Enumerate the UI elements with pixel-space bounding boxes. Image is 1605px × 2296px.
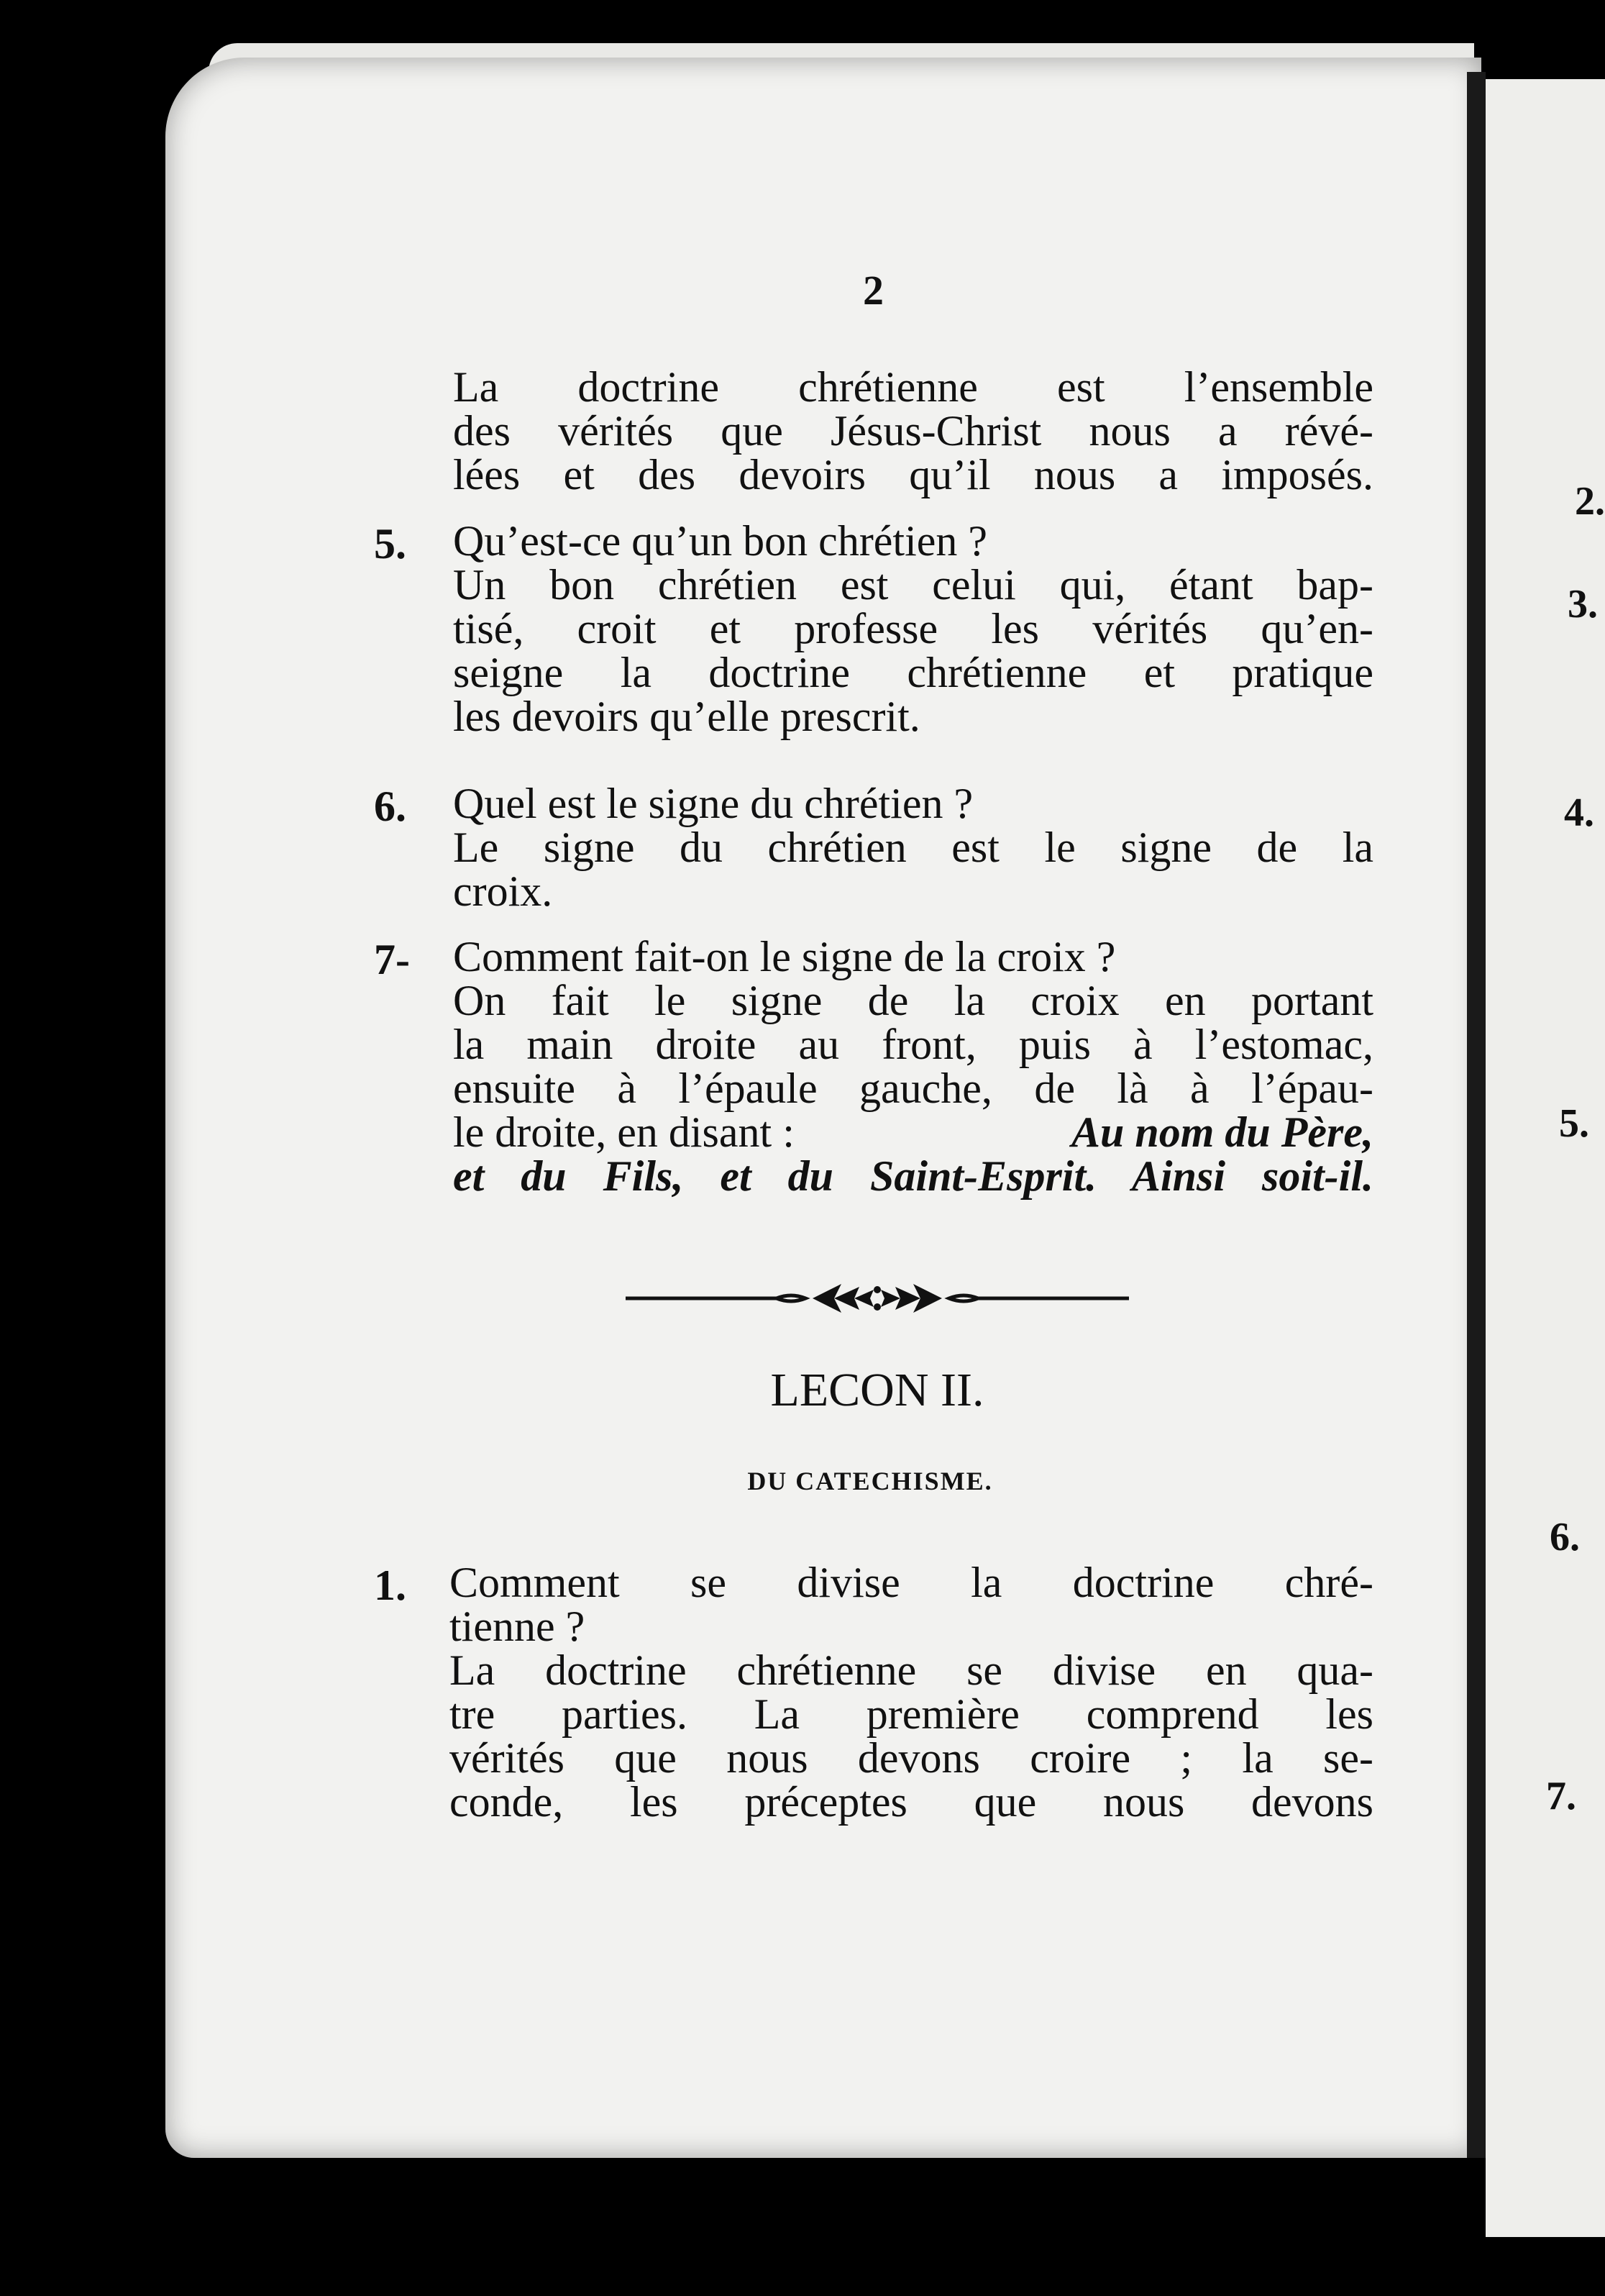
answer-line: vérités que nous devons croire ; la se- xyxy=(449,1734,1373,1782)
question-number: 6. xyxy=(374,783,406,830)
page-number: 2 xyxy=(863,267,884,314)
lesson-subtitle: DU CATECHISME. xyxy=(747,1467,993,1495)
answer-line: Un bon chrétien est celui qui, étant bap- xyxy=(453,561,1373,609)
facing-page-number: 2. xyxy=(1575,479,1605,524)
question-text: Quel est le signe du chrétien ? xyxy=(453,780,974,827)
ornament-divider xyxy=(626,1277,1129,1320)
answer-line: la main droite au front, puis à l’estomac, xyxy=(453,1021,1373,1068)
answer-line: tisé, croit et professe les vérités qu’en- xyxy=(453,605,1373,652)
lesson-question-1 xyxy=(449,1561,1373,1824)
answer-line: ensuite à l’épaule gauche, de là à l’épau- xyxy=(453,1065,1373,1112)
answer-line: tre parties. La première comprend les xyxy=(449,1690,1373,1738)
facing-page-number: 4. xyxy=(1564,791,1594,835)
italic-formula-start: Au nom du Père, xyxy=(1071,1108,1373,1156)
facing-page-number: 7. xyxy=(1546,1774,1576,1818)
question-6 xyxy=(453,782,1373,914)
intro-paragraph xyxy=(453,365,1373,497)
facing-page-number: 5. xyxy=(1559,1101,1589,1146)
question-text: Comment se divise la doctrine chré- xyxy=(449,1559,1373,1606)
answer-line: conde, les préceptes que nous devons xyxy=(449,1778,1373,1826)
answer-line: Le signe du chrétien est le signe de la xyxy=(453,824,1373,871)
facing-page-number: 3. xyxy=(1568,582,1598,627)
question-text: Comment fait-on le signe de la croix ? xyxy=(453,933,1116,980)
question-number: 7- xyxy=(374,936,410,983)
question-number: 5. xyxy=(374,520,406,568)
facing-page-number: 6. xyxy=(1550,1515,1580,1559)
answer-line: les devoirs qu’elle prescrit. xyxy=(453,693,920,740)
question-number: 1. xyxy=(374,1562,406,1609)
answer-line-start: le droite, en disant : xyxy=(453,1108,795,1156)
text-line: La doctrine chrétienne est l’ensemble xyxy=(453,363,1373,411)
text-line: des vérités que Jésus-Christ nous a révé- xyxy=(453,407,1373,455)
answer-line: seigne la doctrine chrétienne et pratique xyxy=(453,649,1373,696)
question-5 xyxy=(453,519,1373,739)
answer-line: croix. xyxy=(453,867,553,915)
lesson-title: LECON II. xyxy=(770,1364,984,1416)
italic-formula-line: et du Fils, et du Saint-Esprit. Ainsi soit-il. xyxy=(453,1152,1373,1200)
question-text: tienne ? xyxy=(449,1603,585,1650)
question-text: Qu’est-ce qu’un bon chrétien ? xyxy=(453,517,988,565)
question-7 xyxy=(453,935,1373,1198)
book-spine xyxy=(1467,72,1486,2158)
answer-line: La doctrine chrétienne se divise en qua- xyxy=(449,1646,1373,1694)
answer-line: On fait le signe de la croix en portant xyxy=(453,977,1373,1024)
text-line: lées et des devoirs qu’il nous a imposés. xyxy=(453,451,1373,498)
answer-line-mixed xyxy=(453,1108,1373,1156)
facing-page-strip xyxy=(1486,79,1605,2237)
